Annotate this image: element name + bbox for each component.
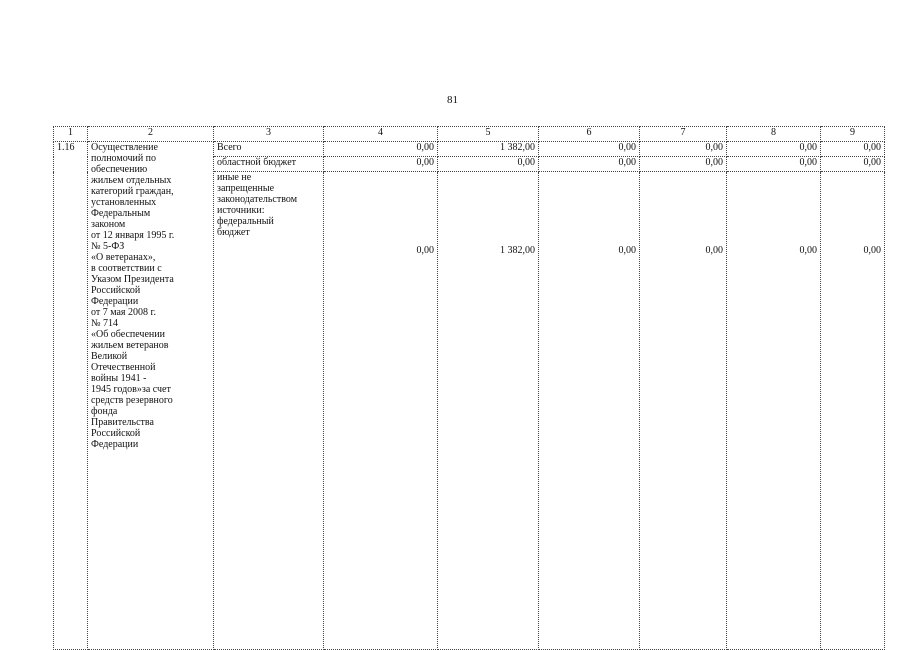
amount-cell: 1 382,00 xyxy=(438,142,539,157)
column-header-8: 8 xyxy=(727,127,821,142)
amount-cell: 0,00 xyxy=(821,157,885,172)
funding-source: иные не запрещенные законодательством источники: федеральный бюджет xyxy=(214,172,324,650)
amount-cell: 0,00 xyxy=(640,172,727,650)
amount-cell: 0,00 xyxy=(727,172,821,650)
column-header-3: 3 xyxy=(214,127,324,142)
row-code: 1.16 xyxy=(54,142,88,650)
column-number-row xyxy=(54,127,885,142)
table-row-total xyxy=(54,142,885,157)
column-header-9: 9 xyxy=(821,127,885,142)
funding-source: областной бюджет xyxy=(214,157,324,172)
amount-cell: 0,00 xyxy=(324,157,438,172)
funding-source: Всего xyxy=(214,142,324,157)
budget-table xyxy=(53,126,885,650)
amount-cell: 1 382,00 xyxy=(438,172,539,650)
amount-cell: 0,00 xyxy=(539,172,640,650)
amount-cell: 0,00 xyxy=(640,157,727,172)
amount-cell: 0,00 xyxy=(727,157,821,172)
column-header-4: 4 xyxy=(324,127,438,142)
amount-cell: 0,00 xyxy=(324,142,438,157)
amount-cell: 0,00 xyxy=(821,142,885,157)
amount-cell: 0,00 xyxy=(539,142,640,157)
row-description: Осуществление полномочий по обеспечению жильем отдельных категорий граждан, установленных Федеральным законом от 12 января 1995 г. № 5-ФЗ «О ветеранах», в соответствии с Указом Президента Российской Федерации от 7 мая 2008 г. № 714 «Об обеспечении жильем ветеранов Великой Отечественной войны 1941 - 1945 годов»за счет средств резервного фонда Правительства Российской Федерации xyxy=(88,142,214,650)
amount-cell: 0,00 xyxy=(438,157,539,172)
amount-cell: 0,00 xyxy=(727,142,821,157)
column-header-1: 1 xyxy=(54,127,88,142)
amount-cell: 0,00 xyxy=(640,142,727,157)
amount-cell: 0,00 xyxy=(324,172,438,650)
page-number: 81 xyxy=(447,94,458,106)
column-header-7: 7 xyxy=(640,127,727,142)
amount-cell: 0,00 xyxy=(821,172,885,650)
amount-cell: 0,00 xyxy=(539,157,640,172)
column-header-6: 6 xyxy=(539,127,640,142)
column-header-5: 5 xyxy=(438,127,539,142)
column-header-2: 2 xyxy=(88,127,214,142)
